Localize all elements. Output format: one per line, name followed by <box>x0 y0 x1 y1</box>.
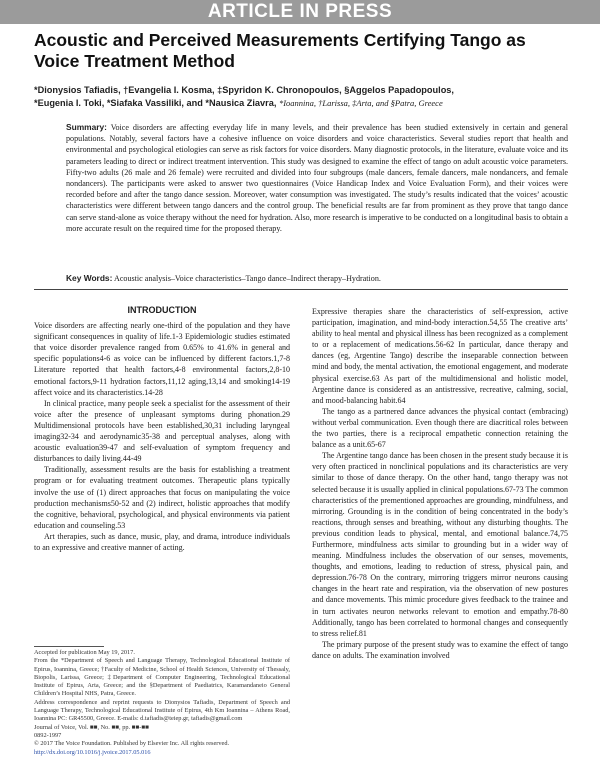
authors-line-2-names: *Eugenia I. Toki, *Siafaka Vassiliki, and *Nausica Ziavra, <box>34 98 277 108</box>
section-divider <box>34 289 568 290</box>
issn: 0892-1997 <box>34 731 62 739</box>
footnote-divider <box>34 646 104 647</box>
paragraph: Art therapies, such as dance, music, play, and drama, introduce individuals to an expressive and creative manner of acting. <box>34 531 290 552</box>
paragraph: The tango as a partnered dance advances the physical contact (embracing) without verbal communication. Even though there are diacritical roles between the two parties, there is a reciprocal empathetic connection retaining the balance as a unit.65-67 <box>312 406 568 450</box>
right-column <box>312 306 568 661</box>
correspondence-address: Address correspondence and reprint requests to Dionysios Tafiadis, Department of Speech and Language Therapy, Technological Educational Institute of Epirus, 4th Km Ioannina – Athens Road, Ioannina PC: GR45500, Greece. E-mails: d.tafiadis@teiep.gr, tafiadis@gmail.com <box>34 698 290 723</box>
paragraph: Traditionally, assessment results are the basis for establishing a treatment program or for evaluating treatment outcomes. Therapeutic plans typically involve the use of (1) direct approaches that focus on manipulating the voice production mechanisms50-52 and (2) indirect, holistic approaches that modify the cognitive, behavioral, psychological, and physical environments via patient education and counseling.53 <box>34 465 290 530</box>
paragraph: The Argentine tango dance has been chosen in the present study because it is very often practiced in nonclinical populations and its characteristics are very similar to those of dance therapy. On the other hand, tango therapy was not selected because it is usually applied in clinical populations.67-73 The common characteristics of the prementioned approaches are grounding, mindfulness, and mirroring. Grounding is in the condition of being concentrated in the body’s reactions, through senses and breathing, without any disturbing thoughts. The previous condition leads to physical, mental, and emotional balance.74,75 Furthermore, mindfulness acts similar to grounding but in a wider way of meaning. Mindfulness includes the observation of our senses, movements, thoughts, and emotions, leading to reduction of stress, physical pain, and depression.76-78 On the contrary, mirroring triggers mirror neurons causing changes in the heart rate and respiration, via the observation of new postures and dance movements. This mimic procedure gives feedback to the trainee and in turn activates neuron networks relevant to emotion and empathy.78-80 Additionally, tango has been correlated to hormonal changes and consequently to stress relief.81 <box>312 451 568 638</box>
keywords-label: Key Words: <box>66 273 113 283</box>
copyright: © 2017 The Voice Foundation. Published by Elsevier Inc. All rights reserved. <box>34 740 230 748</box>
banner-text: ARTICLE IN PRESS <box>207 1 393 22</box>
affiliation-cities: *Ioannina, †Larissa, ‡Arta, and §Patra, Greece <box>278 98 443 108</box>
keywords-text: Acoustic analysis–Voice characteristics–Tango dance–Indirect therapy–Hydration. <box>113 274 381 283</box>
article-title: Acoustic and Perceived Measurements Certifying Tango as Voice Treatment Method <box>34 30 526 71</box>
introduction-heading: INTRODUCTION <box>127 305 197 315</box>
article-in-press-banner <box>0 0 600 24</box>
abstract-text: Voice disorders are affecting everyday life in many levels, and their prevalence has been studied extensively in certain and general populations. Notably, several factors have a cohesive influence on voice disorders and voice characteristics. Several studies report that health and environmental and psychological etiologies can serve as risk factors for voice disorders. Many diagnostic protocols, in the literature, evaluate voice and its parameters leading to direct or indirect treatment intervention. This study was designed to examine the effect of tango on adult acoustic voice parameters. Fifty-two adults (26 male and 26 female) were recruited and divided into four subgroups (male dancers, female dancers, male nondancers, and female nondancers). The participants were asked to answer two questionnaires (Voice Handicap Index and Voice Evaluation Form), and their voices were recorded before and after the tango dance session. Moreover, water consumption was investigated. The study’s results indicated that the voices’ acoustic characteristics were different between tango dancers and the control group. The beneficial results are far from prominent as they prove that tango dance can serve stand-alone as voice therapy without the need for hydration. Also, more research is imperative to be conducted on a longitudinal basis to obtain a more accurate result on the required time for the proposed therapy. <box>66 123 568 233</box>
keywords <box>66 273 568 283</box>
paragraph: In clinical practice, many people seek a specialist for the assessment of their voice after the presence of unpleasant symptoms during phonation.29 Multidimensional protocols have been established,30,31 including laryngeal imaging32-34 and aerodynamic35-38 and perceptual analyses, along with acoustic evaluation39-47 and self-evaluation of symptom frequency and disturbances to daily living.44-49 <box>34 398 290 464</box>
authors-line-2 <box>34 97 574 110</box>
author-list <box>34 84 574 110</box>
left-column <box>34 300 290 553</box>
paragraph: Voice disorders are affecting nearly one-third of the population and they have significant consequences in quality of life.1-3 Epidemiologic studies estimated that voice disorder prevalence ranged from 0.65% to 41.6% in general and specific populations4-6 as voice can be influenced by different factors.1,7-8 Literature reported that health factors,4-8 environmental factors,2,8-10 emotional factors,9-11 hydration factors,11,12 aging,13,14 and smoking14-19 affect voice and its characteristics.14-28 <box>34 321 290 397</box>
authors-line-1: *Dionysios Tafiadis, †Evangelia I. Kosma, ‡Spyridon K. Chronopoulos, §Aggelos Papadopoulos, <box>34 85 454 95</box>
affiliations-footnote: From the *Department of Speech and Language Therapy, Technological Educational Institute of Epirus, Ioannina, Greece; †Faculty of Medicine, School of Health Sciences, University of Thessaly, Biopolis, Larissa, Greece; ‡Department of Computer Engineering, Technological Educational Institute of Epirus, Arta, Greece; and the §Department of Paediatrics, Karamandaneio General Children’s Hospital NHS, Patra, Greece. <box>34 657 290 698</box>
abstract-label: Summary: <box>66 122 107 132</box>
paragraph: The primary purpose of the present study was to examine the effect of tango dance on adults. The examination involved <box>312 639 568 660</box>
abstract <box>66 122 568 234</box>
accepted-date: Accepted for publication May 19, 2017. <box>34 649 135 656</box>
footnote <box>34 649 290 757</box>
journal-info: Journal of Voice, Vol. ■■, No. ■■, pp. ■■-■■ <box>34 723 149 731</box>
doi-link[interactable]: http://dx.doi.org/10.1016/j.jvoice.2017.05.016 <box>34 748 151 756</box>
paragraph: Expressive therapies share the characteristics of self-expression, active participation, imagination, and mind-body interaction.54,55 The creative arts’ ability to heal mental and physical illness has been recognized as a complement to or a replacement of medications.56-62 In particular, dance therapy and dances (eg, Argentine Tango) describe the inseparable connection between mind and body, the mental activation, the emotional engagement, and moderate physical exercise.63 As part of the multidimensional and holistic model, Argentine dance is considered as an antistressive, recreative, calming, social, and mood-balancing habit.64 <box>312 307 568 405</box>
